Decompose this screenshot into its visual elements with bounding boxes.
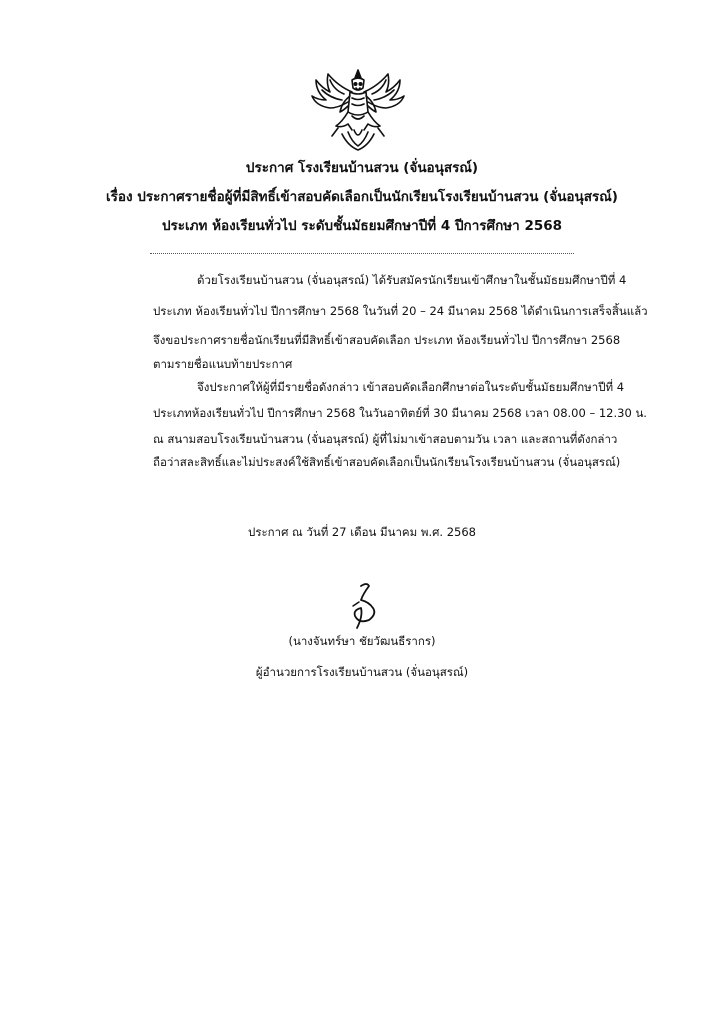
paragraph-1-line-1: ด้วยโรงเรียนบ้านสวน (จั่นอนุสรณ์) ได้รับสมัครนักเรียนเข้าศึกษาในชั้นมัธยมศึกษาปีที่ 4 — [197, 273, 627, 287]
garuda-emblem-icon — [308, 66, 408, 152]
announcement-category: ประเภท ห้องเรียนทั่วไป ระดับชั้นมัธยมศึกษาปีที่ 4 ปีการศึกษา 2568 — [161, 218, 563, 234]
paragraph-2-line-2: ประเภทห้องเรียนทั่วไป ปีการศึกษา 2568 ในวันอาทิตย์ที่ 30 มีนาคม 2568 เวลา 08.00 – 12.30 น. — [153, 406, 647, 420]
paragraph-1-line-2: ประเภท ห้องเรียนทั่วไป ปีการศึกษา 2568 ในวันที่ 20 – 24 มีนาคม 2568 ได้ดำเนินการเสร็จสิ้นแล้ว — [153, 304, 648, 318]
handwritten-signature-icon — [339, 580, 383, 632]
signer-name: (นางจันทร์ษา ชัยวัฒนธีรากร) — [288, 634, 436, 648]
paragraph-2-line-4: ถือว่าสละสิทธิ์และไม่ประสงค์ใช้สิทธิ์เข้าสอบคัดเลือกเป็นนักเรียนโรงเรียนบ้านสวน (จั่นอนุสรณ์) — [153, 455, 621, 469]
paragraph-1-line-4: ตามรายชื่อแนบท้ายประกาศ — [153, 357, 293, 371]
signer-title: ผู้อำนวยการโรงเรียนบ้านสวน (จั่นอนุสรณ์) — [255, 665, 469, 679]
paragraph-2-line-1: จึงประกาศให้ผู้ที่มีรายชื่อดังกล่าว เข้าสอบคัดเลือกศึกษาต่อในระดับชั้นมัธยมศึกษาปีที่ 4 — [197, 380, 625, 394]
announcement-subject: เรื่อง ประกาศรายชื่อผู้ที่มีสิทธิ์เข้าสอบคัดเลือกเป็นนักเรียนโรงเรียนบ้านสวน (จั่นอนุสรณ์) — [106, 189, 618, 205]
announcement-date: ประกาศ ณ วันที่ 27 เดือน มีนาคม พ.ศ. 2568 — [248, 525, 476, 539]
paragraph-1-line-3: จึงขอประกาศรายชื่อนักเรียนที่มีสิทธิ์เข้าสอบคัดเลือก ประเภท ห้องเรียนทั่วไป ปีการศึกษา 2568 — [153, 333, 621, 347]
announcement-heading: ประกาศ โรงเรียนบ้านสวน (จั่นอนุสรณ์) — [245, 160, 479, 176]
dotted-divider — [150, 253, 574, 254]
paragraph-2-line-3: ณ สนามสอบโรงเรียนบ้านสวน (จั่นอนุสรณ์) ผู้ที่ไม่มาเข้าสอบตามวัน เวลา และสถานที่ดังกล่าว — [153, 432, 618, 446]
